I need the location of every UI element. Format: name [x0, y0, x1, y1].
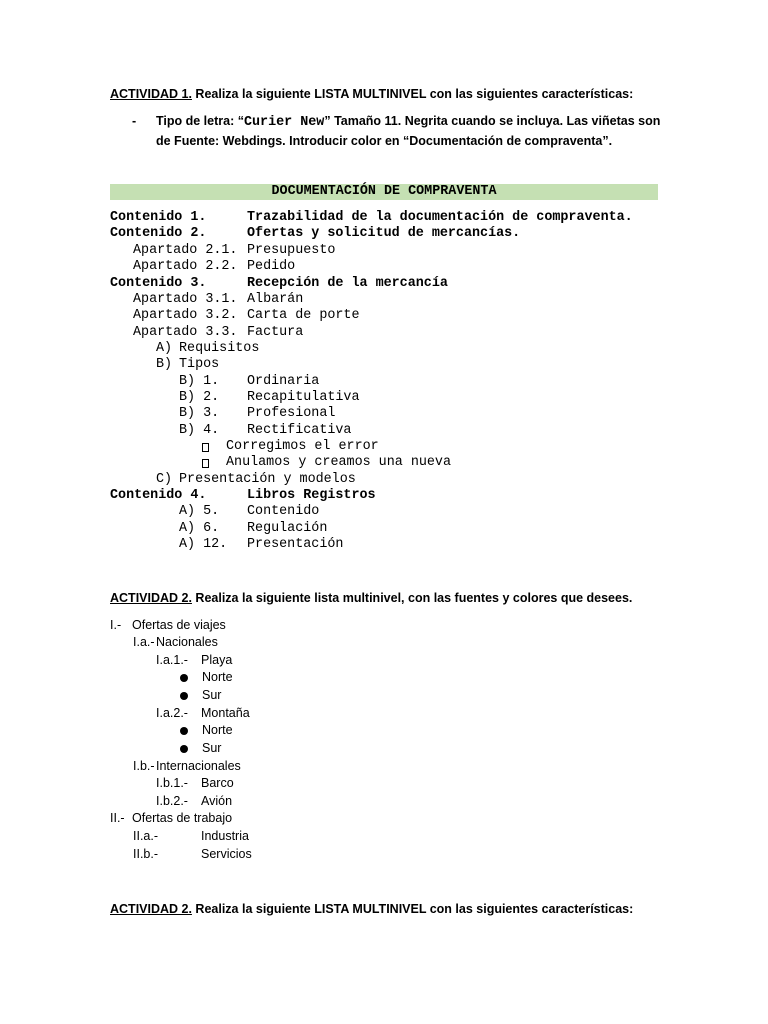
item-text: Ofertas de trabajo [132, 811, 233, 825]
item-number: B) 3. [179, 406, 220, 421]
item-number: B) [156, 357, 173, 372]
item-text: Sur [202, 741, 222, 755]
item-number: II.a.- [133, 829, 159, 843]
webdings-bullet-icon [202, 459, 209, 468]
item-text: Internacionales [156, 759, 241, 773]
font-requirements-text-a: Tipo de letra: “ [156, 114, 244, 128]
item-number: A) [156, 341, 173, 356]
item-text: Profesional [247, 406, 336, 421]
item-text: Servicios [201, 847, 252, 861]
item-text: Playa [201, 653, 233, 667]
font-name: Curier New [243, 115, 325, 130]
item-text: Rectificativa [247, 423, 352, 438]
documentation-banner: DOCUMENTACIÓN DE COMPRAVENTA [110, 184, 658, 200]
item-text: Pedido [247, 259, 296, 274]
activity-3-label: ACTIVIDAD 2. [110, 902, 192, 916]
item-number: I.- [110, 618, 122, 632]
item-text: Ofertas y solicitud de mercancías. [247, 226, 521, 241]
item-number: A) 6. [179, 521, 220, 536]
item-number: B) 4. [179, 423, 220, 438]
item-text: Carta de porte [247, 308, 360, 323]
activity-1-instructions: Realiza la siguiente LISTA MULTINIVEL con las siguientes características: [191, 87, 634, 101]
item-text: Recapitulativa [247, 390, 360, 405]
item-number: I.a.2.- [156, 706, 188, 720]
item-number: Apartado 3.1. [133, 292, 238, 307]
item-text: Avión [201, 794, 233, 808]
item-number: I.a.1.- [156, 653, 188, 667]
item-number: II.- [110, 811, 125, 825]
item-text: Ofertas de viajes [132, 618, 226, 632]
font-requirements-text-b: ” Tamaño 11. Negrita cuando se incluya. Las viñetas son [324, 114, 661, 128]
item-number: B) 2. [179, 390, 220, 405]
item-number: Apartado 2.1. [133, 243, 238, 258]
bullet-dot-icon [180, 692, 188, 700]
item-text: Norte [202, 670, 233, 684]
item-text: Presentación [247, 537, 344, 552]
item-text: Ordinaria [247, 374, 320, 389]
font-requirements-line-2: de Fuente: Webdings. Introducir color en “Documentación de compraventa”. [156, 134, 613, 148]
item-number: A) 12. [179, 537, 228, 552]
font-requirements-line-1 [156, 114, 660, 130]
activity-2-instructions: Realiza la siguiente lista multinivel, con las fuentes y colores que desees. [191, 591, 633, 605]
item-number: I.a.- [133, 635, 155, 649]
item-number: C) [156, 472, 173, 487]
activity-2-label: ACTIVIDAD 2. [110, 591, 192, 605]
item-number: A) 5. [179, 504, 220, 519]
bullet-dot-icon [180, 674, 188, 682]
item-number: I.b.- [133, 759, 155, 773]
activity-1-label: ACTIVIDAD 1. [110, 87, 192, 101]
item-text: Libros Registros [247, 488, 376, 503]
item-text: Sur [202, 688, 222, 702]
item-text: Barco [201, 776, 234, 790]
activity-1-heading [110, 87, 633, 101]
webdings-bullet-icon [202, 443, 209, 452]
item-number: Contenido 3. [110, 276, 207, 291]
bullet-dash: - [132, 114, 137, 128]
item-text: Factura [247, 325, 304, 340]
item-text: Presupuesto [247, 243, 336, 258]
item-number: II.b.- [133, 847, 159, 861]
item-text: Requisitos [179, 341, 260, 356]
item-text: Regulación [247, 521, 328, 536]
bullet-dot-icon [180, 727, 188, 735]
item-text: Trazabilidad de la documentación de compraventa. [247, 210, 633, 225]
item-text: Norte [202, 723, 233, 737]
item-text: Presentación y modelos [179, 472, 356, 487]
activity-3-heading [110, 902, 633, 916]
item-number: I.b.1.- [156, 776, 188, 790]
activity-3-instructions: Realiza la siguiente LISTA MULTINIVEL con las siguientes características: [191, 902, 634, 916]
item-text: Nacionales [156, 635, 218, 649]
item-number: I.b.2.- [156, 794, 188, 808]
item-text: Contenido [247, 504, 320, 519]
item-text: Recepción de la mercancía [247, 276, 448, 291]
item-text: Corregimos el error [226, 439, 379, 454]
item-text: Tipos [179, 357, 220, 372]
item-number: Apartado 2.2. [133, 259, 238, 274]
item-number: B) 1. [179, 374, 220, 389]
item-number: Contenido 4. [110, 488, 207, 503]
item-number: Contenido 2. [110, 226, 207, 241]
activity-2-heading [110, 591, 632, 605]
item-text: Montaña [201, 706, 250, 720]
item-number: Contenido 1. [110, 210, 207, 225]
item-number: Apartado 3.2. [133, 308, 238, 323]
item-text: Anulamos y creamos una nueva [226, 455, 451, 470]
item-text: Industria [201, 829, 249, 843]
bullet-dot-icon [180, 745, 188, 753]
item-text: Albarán [247, 292, 304, 307]
item-number: Apartado 3.3. [133, 325, 238, 340]
